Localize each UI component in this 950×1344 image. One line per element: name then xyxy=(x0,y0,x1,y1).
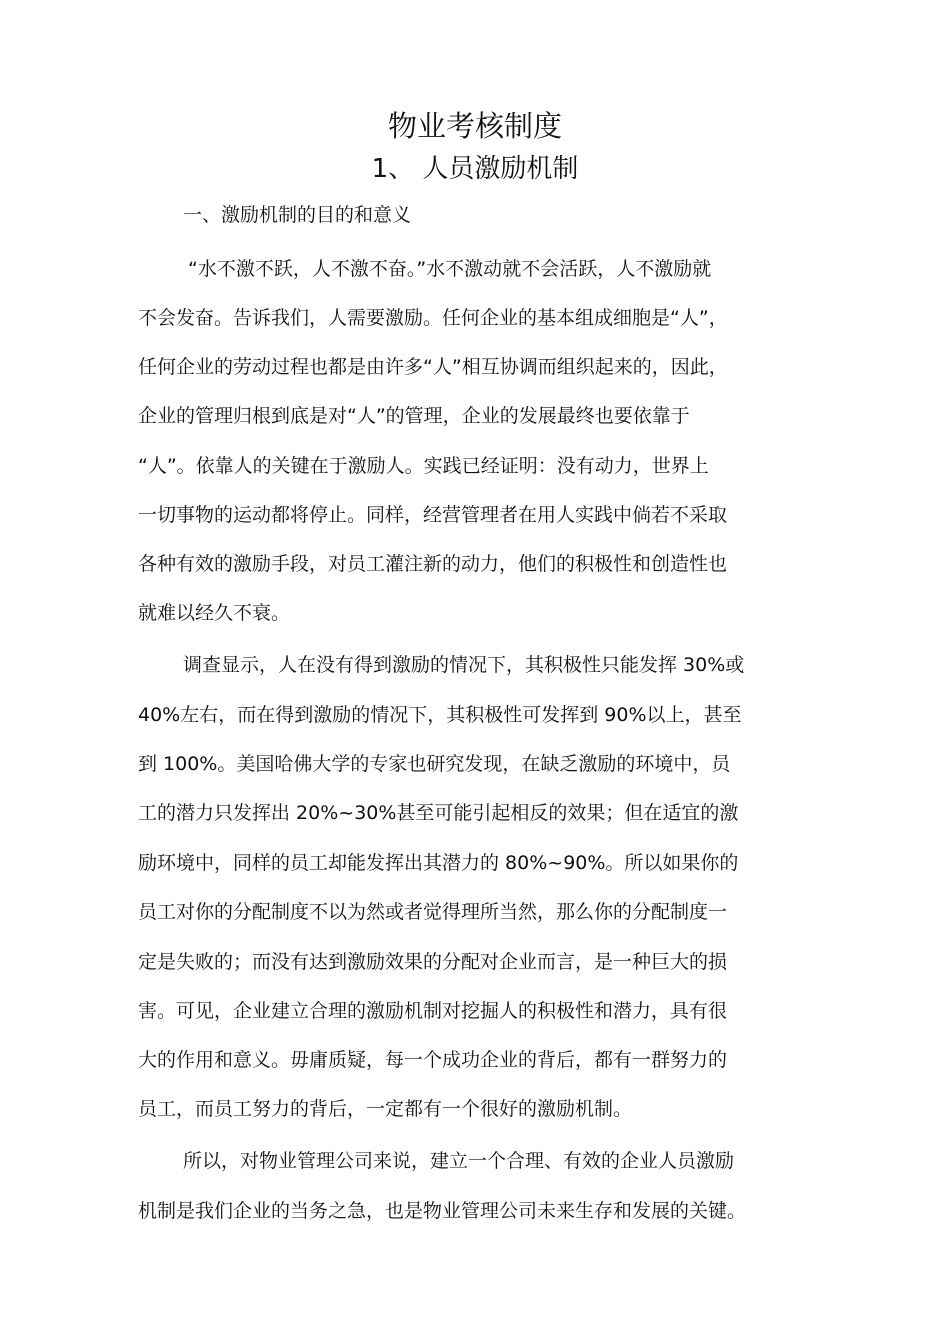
paragraph-line: “水不激不跃，人不激不奋。”水不激动就不会活跃，人不激励就 xyxy=(188,258,712,280)
paragraph-line: 任何企业的劳动过程也都是由许多“人”相互协调而组织起来的，因此， xyxy=(138,356,728,378)
paragraph-line: 工的潜力只发挥出 20%~30%甚至可能引起相反的效果；但在适宜的激 xyxy=(138,802,739,824)
paragraph-line: 不会发奋。告诉我们，人需要激励。任何企业的基本组成细胞是“人”， xyxy=(138,307,728,329)
paragraph-line: 员工，而员工努力的背后，一定都有一个很好的激励机制。 xyxy=(138,1098,633,1120)
paragraph-line: 大的作用和意义。毋庸质疑，每一个成功企业的背后，都有一群努力的 xyxy=(138,1049,728,1071)
paragraph-line: 就难以经久不衰。 xyxy=(138,602,291,624)
paragraph-line: 害。可见，企业建立合理的激励机制对挖掘人的积极性和潜力，具有很 xyxy=(138,1000,728,1022)
paragraph-line: 企业的管理归根到底是对“人”的管理，企业的发展最终也要依靠于 xyxy=(138,405,690,427)
paragraph-line: 定是失败的；而没有达到激励效果的分配对企业而言，是一种巨大的损 xyxy=(138,951,728,973)
paragraph-line: 一切事物的运动都将停止。同样，经营管理者在用人实践中倘若不采取 xyxy=(138,504,728,526)
document-subtitle: 1、 人员激励机制 xyxy=(371,154,579,184)
document-title: 物业考核制度 xyxy=(387,109,562,143)
paragraph-line: “人”。依靠人的关键在于激励人。实践已经证明：没有动力，世界上 xyxy=(138,455,709,477)
paragraph-line: 员工对你的分配制度不以为然或者觉得理所当然，那么你的分配制度一 xyxy=(138,901,728,923)
paragraph-line: 调查显示，人在没有得到激励的情况下，其积极性只能发挥 30%或 xyxy=(183,654,745,676)
paragraph-line: 40%左右，而在得到激励的情况下，其积极性可发挥到 90%以上，甚至 xyxy=(138,704,742,726)
section-heading: 一、激励机制的目的和意义 xyxy=(183,204,412,226)
paragraph-line: 所以，对物业管理公司来说，建立一个合理、有效的企业人员激励 xyxy=(183,1150,735,1172)
paragraph-line: 各种有效的激励手段，对员工灌注新的动力，他们的积极性和创造性也 xyxy=(138,553,728,575)
paragraph-line: 机制是我们企业的当务之急，也是物业管理公司未来生存和发展的关键。 xyxy=(138,1200,747,1222)
paragraph-line: 励环境中，同样的员工却能发挥出其潜力的 80%~90%。所以如果你的 xyxy=(138,852,739,874)
paragraph-line: 到 100%。美国哈佛大学的专家也研究发现，在缺乏激励的环境中，员 xyxy=(138,753,731,775)
